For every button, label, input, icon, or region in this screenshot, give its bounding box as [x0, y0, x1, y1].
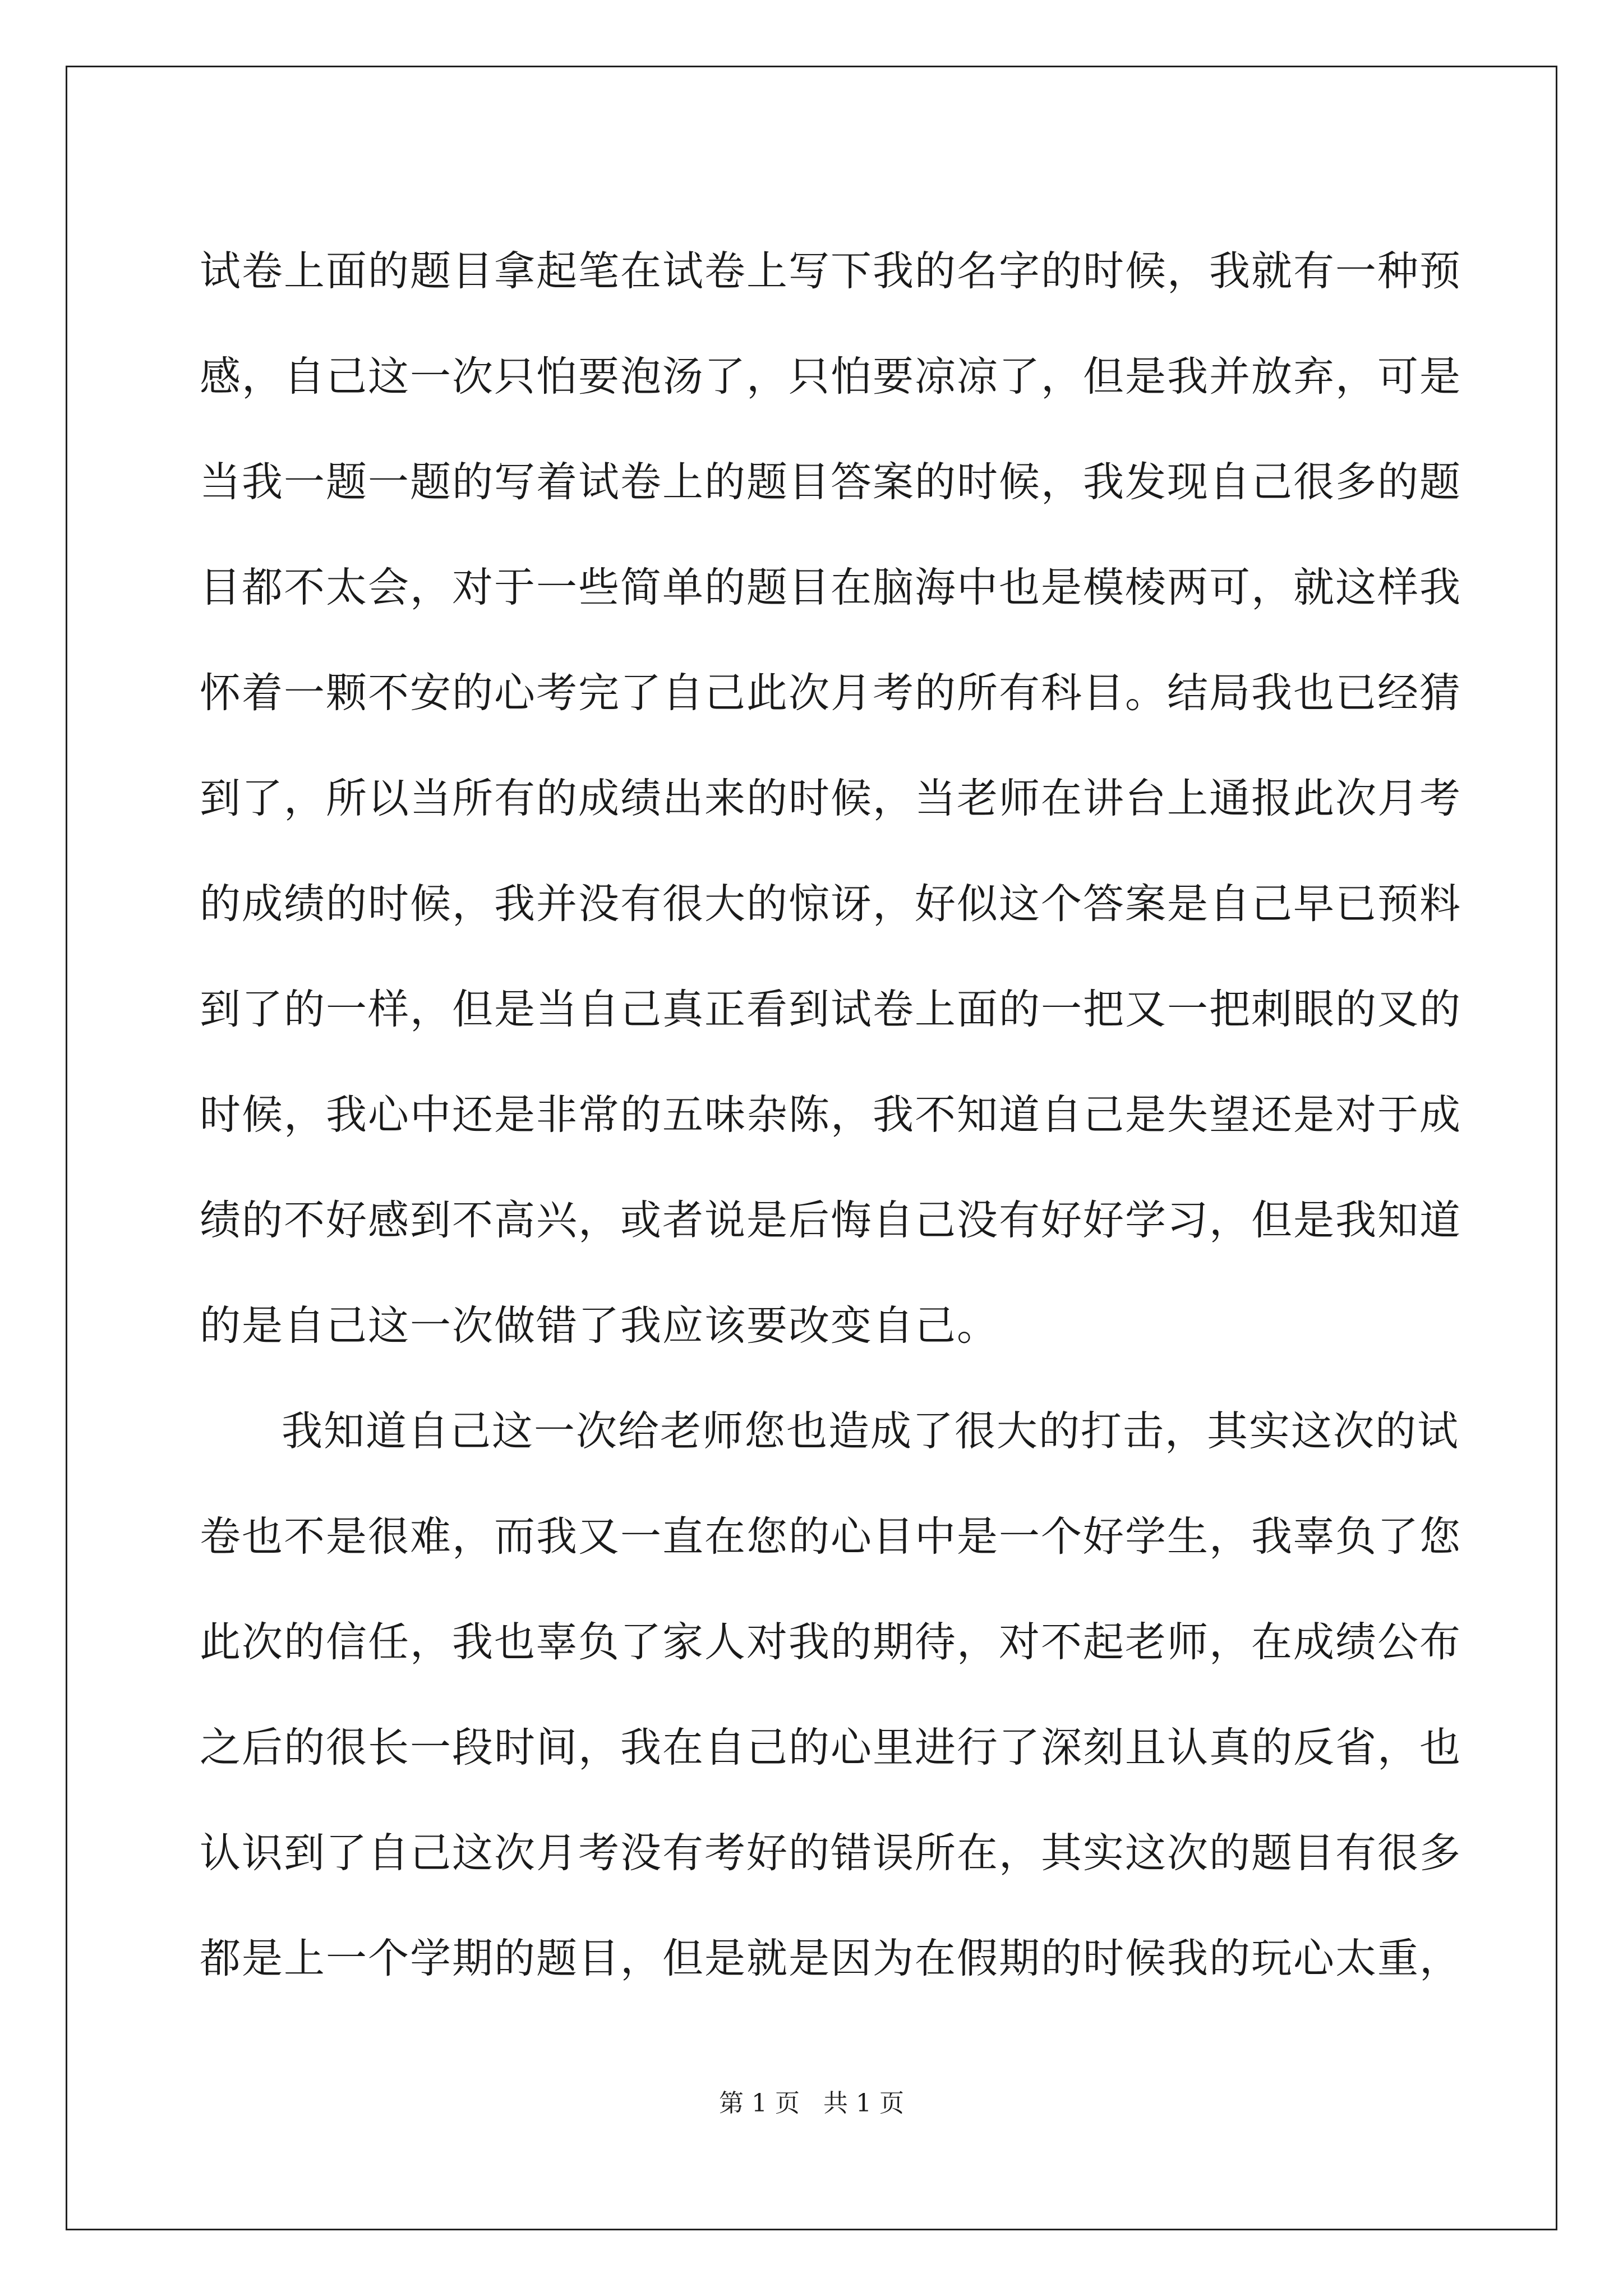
- text-line: 我知道自己这一次给老师您也造成了很大的打击，其实这次的试: [282, 1407, 1459, 1455]
- text-line: 之后的很长一段时间，我在自己的心里进行了深刻且认真的反省，也: [200, 1724, 1461, 1772]
- text-line: 卷也不是很难，而我又一直在您的心目中是一个好学生，我辜负了您: [200, 1513, 1461, 1561]
- page-footer: 第 1 页 共 1 页: [719, 2089, 904, 2118]
- text-line: 的是自己这一次做错了我应该要改变自己。: [200, 1302, 999, 1350]
- text-line: 怀着一颗不安的心考完了自己此次月考的所有科目。结局我也已经猜: [200, 669, 1461, 717]
- document-body: [200, 219, 1461, 2012]
- text-line: 认识到了自己这次月考没有考好的错误所在，其实这次的题目有很多: [200, 1829, 1461, 1877]
- text-line: 感，自己这一次只怕要泡汤了，只怕要凉凉了，但是我并放弃，可是: [200, 353, 1461, 401]
- text-line: 到了，所以当所有的成绩出来的时候，当老师在讲台上通报此次月考: [200, 775, 1461, 822]
- text-line: 试卷上面的题目拿起笔在试卷上写下我的名字的时候，我就有一种预: [200, 247, 1461, 295]
- text-line: 都是上一个学期的题目，但是就是因为在假期的时候我的玩心太重，: [200, 1935, 1461, 1982]
- text-line: 时候，我心中还是非常的五味杂陈，我不知道自己是失望还是对于成: [200, 1091, 1461, 1139]
- text-line: 到了的一样，但是当自己真正看到试卷上面的一把又一把刺眼的叉的: [200, 986, 1461, 1033]
- text-line: 的成绩的时候，我并没有很大的惊讶，好似这个答案是自己早已预料: [200, 880, 1461, 928]
- text-line: 绩的不好感到不高兴，或者说是后悔自己没有好好学习，但是我知道: [200, 1197, 1461, 1244]
- text-line: 目都不太会，对于一些简单的题目在脑海中也是模棱两可，就这样我: [200, 564, 1461, 611]
- text-line: 此次的信任，我也辜负了家人对我的期待，对不起老师，在成绩公布: [200, 1618, 1461, 1666]
- text-line: 当我一题一题的写着试卷上的题目答案的时候，我发现自己很多的题: [200, 458, 1461, 506]
